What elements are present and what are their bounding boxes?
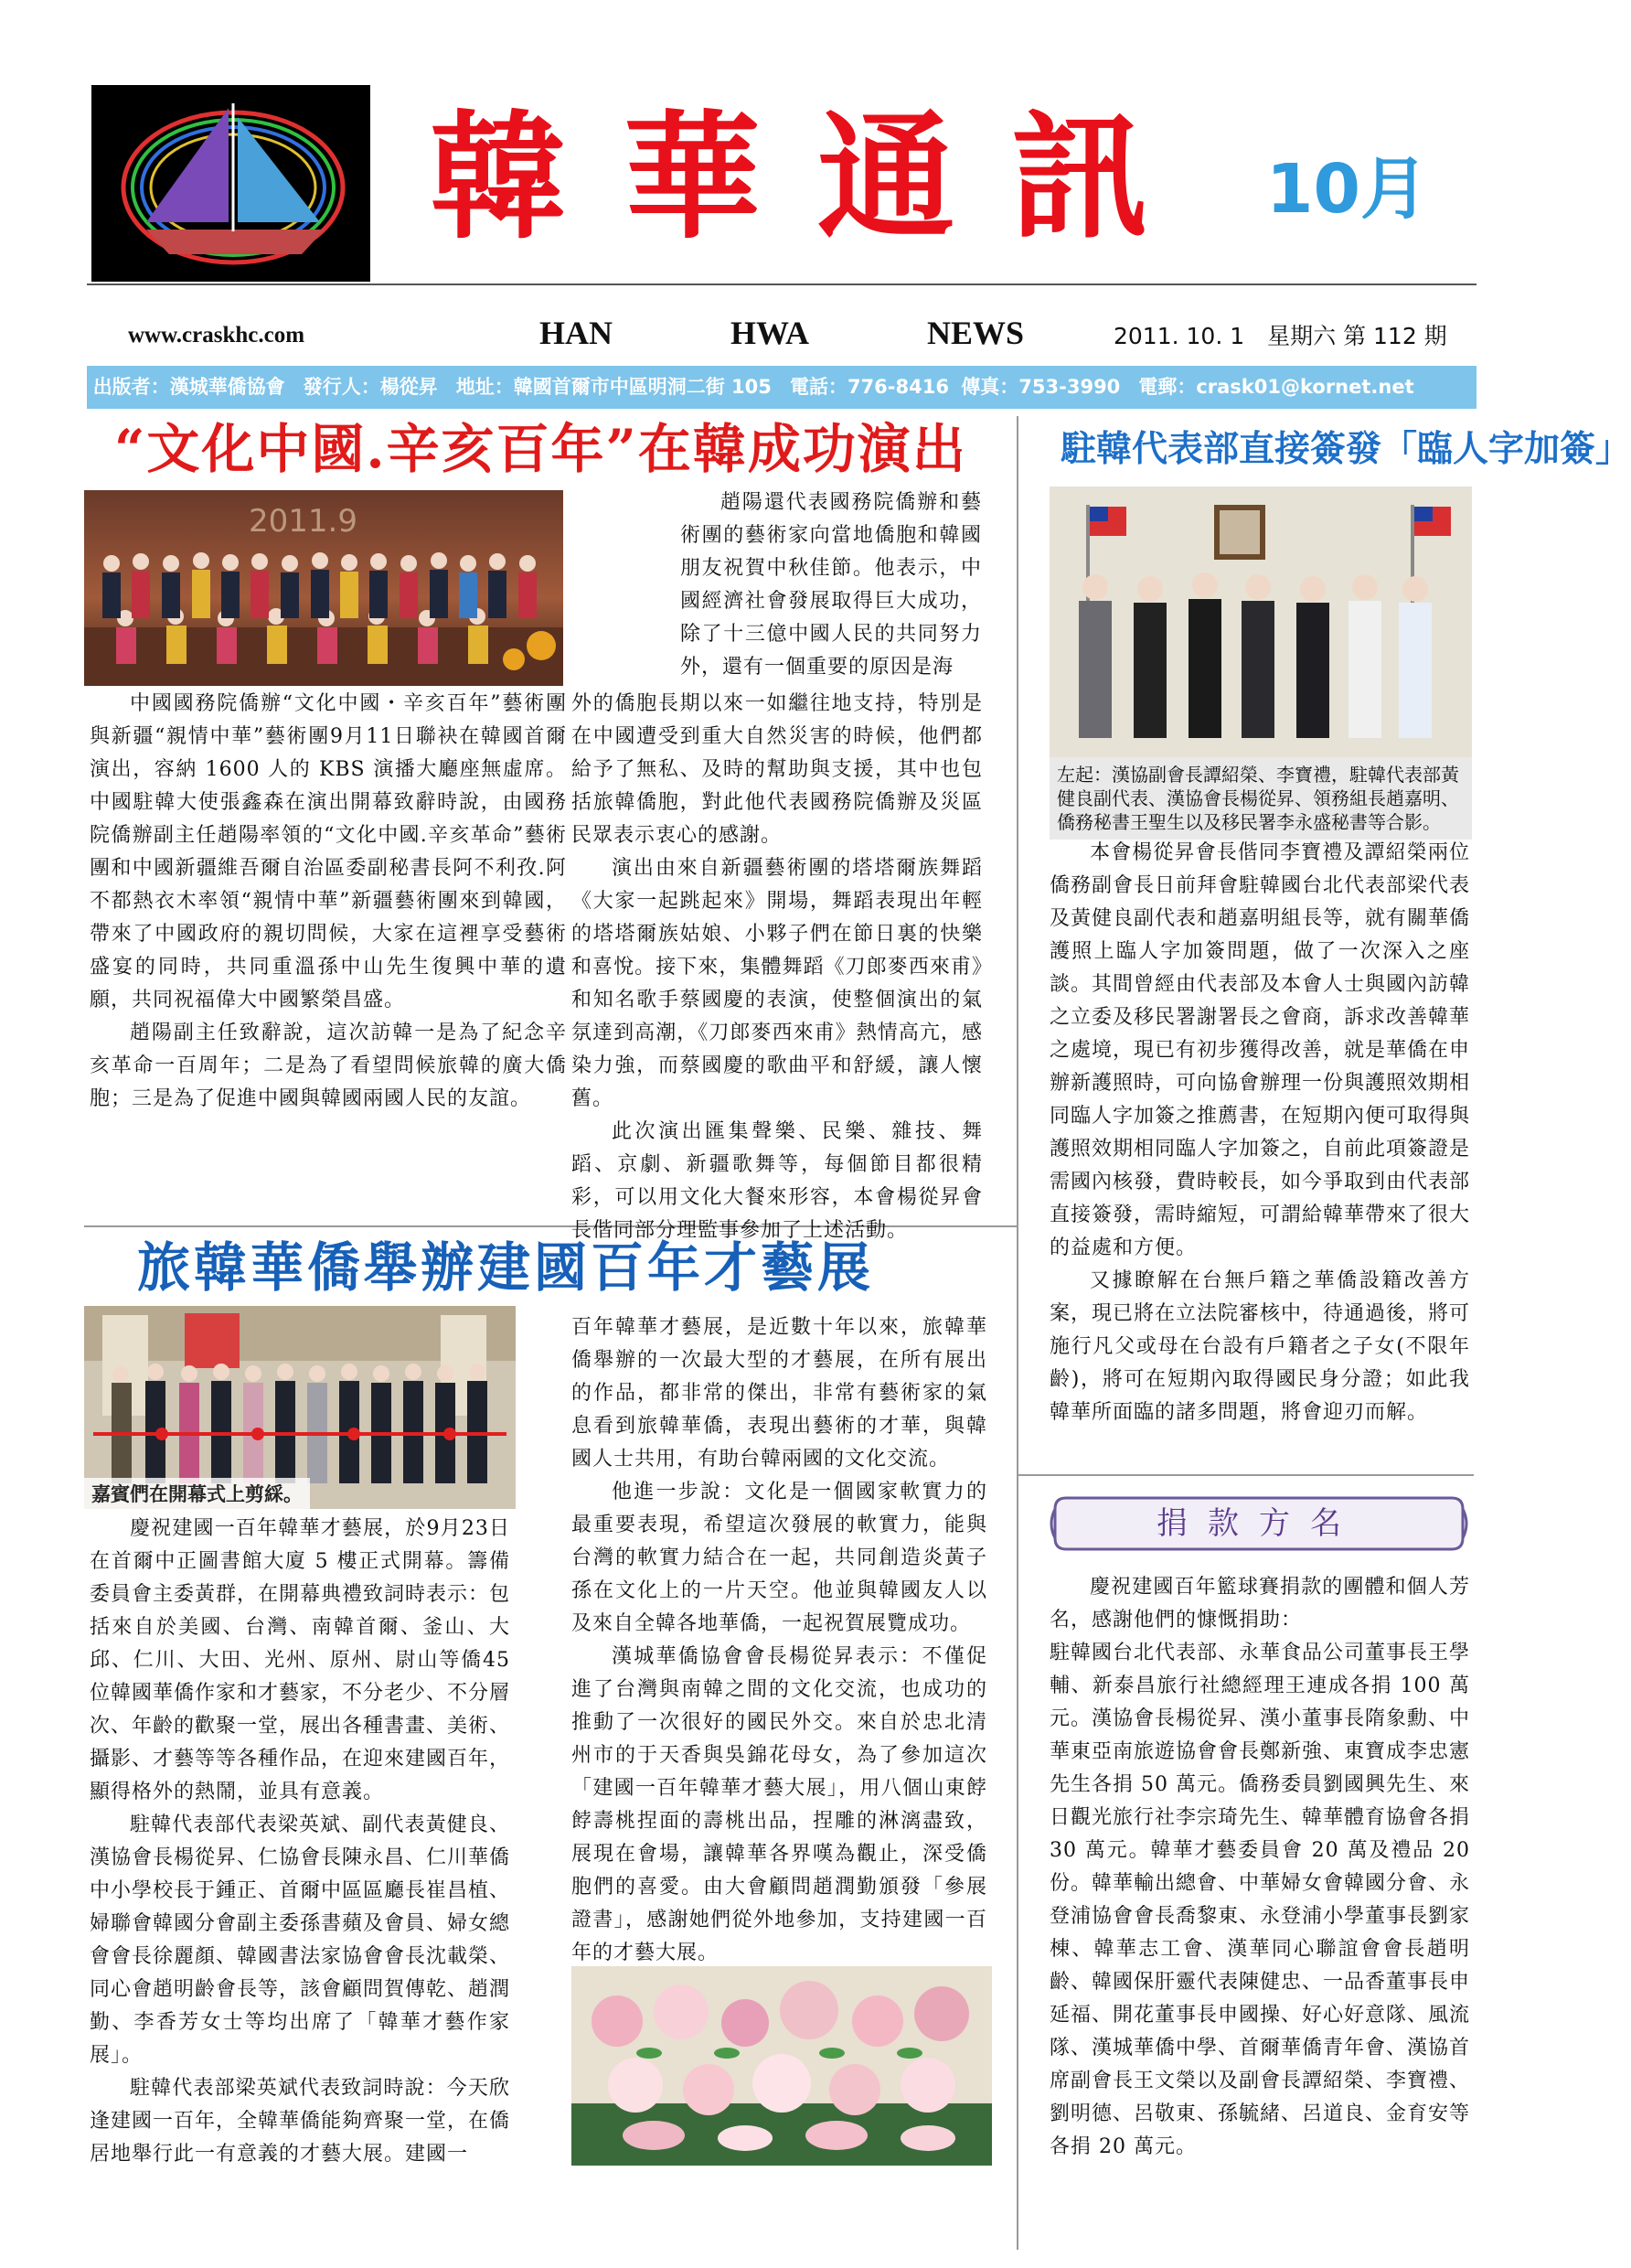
article1-col1 [90, 688, 567, 1116]
donation-title-text: 捐款方名 [1157, 1505, 1361, 1542]
paragraph: 漢城華僑協會會長楊從昇表示：不僅促進了台灣與南韓之間的文化交流，也成功的推動了一次很好的國民外交。來自於忠北清州市的于天香與吳錦花母女，為了參加這次「建國一百年韓華才藝大展」，用八個山東餑餑壽桃捏面的壽桃出品，捏雕的淋漓盡致，展現在會場，讓韓華各界嘆為觀止，深受僑胞們的喜愛。由大會顧問趙潤勤頒發「參展證書」，感謝她們從外地參加，支持建國一百年的才藝大展。 [571, 1645, 987, 1964]
address: 韓國首爾市中區明洞二街 105 [513, 376, 772, 398]
phone-label: 電話： [789, 376, 847, 398]
section-divider [1017, 1474, 1474, 1476]
publisher-label: 出版者： [92, 376, 170, 398]
email[interactable]: crask01@kornet.net [1196, 376, 1414, 398]
issuer-name: 楊從昇 [379, 376, 438, 398]
email-label: 電郵： [1138, 376, 1197, 398]
paragraph: 外的僑胞長期以來一如繼往地支持，特別是在中國遭受到重大自然災害的時候，他們都給予了無私、及時的幫助與支援，其中也包括旅韓僑胞，對此他代表國務院僑辦及災區民眾表示衷心的感謝。 [571, 692, 983, 847]
article1-col2 [571, 688, 983, 1247]
paragraph: 慶祝建國一百年韓華才藝展，於9月23日在首爾中正圖書館大廈 5 樓正式開幕。籌備委員會主委黃群，在開幕典禮致詞時表示：包括來自於美國、台灣、南韓首爾、釜山、大邱、仁川、大田、光州、原州、尉山等僑45 位韓國華僑作家和才藝家，不分老少、不分層次、年齡的歡聚一堂，展出各種書畫、美術、攝影、才藝等等各種作品，在迎來建國百年，顯得格外的熱鬧，並具有意義。 [90, 1517, 511, 1803]
dough-figurine-photo [571, 1966, 992, 2166]
paragraph: 演出由來自新疆藝術團的塔塔爾族舞蹈《大家一起跳起來》開場，舞蹈表現出年輕的塔塔爾族姑娘、小夥子們在節日裏的快樂和喜悅。接下來，集體舞蹈《刀郎麥西來甫》和知名歌手蔡國慶的表演，使整個演出的氣氛達到高潮，《刀郎麥西來甫》熱情高亢，感染力強，而蔡國慶的歌曲平和舒緩，讓人懷舊。 [571, 857, 983, 1110]
article2-col2 [571, 1311, 987, 1970]
paragraph: 中國國務院僑辦“文化中國・辛亥百年”藝術團與新疆“親情中華”藝術團9月11日聯袂在韓國首爾演出，容納 1600 人的 KBS 演播大廳座無虛席。中國駐韓大使張鑫森在演出開幕致辭時說，由國務院僑辦副主任趙陽率領的“文化中國.辛亥革命”藝術團和中國新疆維吾爾自治區委副秘書長阿不利孜.阿不都熱衣木率領“親情中華”新疆藝術團來到韓國，帶來了中國政府的親切問候，大家在這裡享受藝術盛宴的同時，共同重溫孫中山先生復興中華的遺願，共同祝福偉大中國繁榮昌盛。 [90, 692, 567, 1011]
paragraph: 駐韓代表部梁英斌代表致詞時說：今天欣逢建國一百年，全韓華僑能夠齊聚一堂，在僑居地舉行此一有意義的才藝大展。建國一 [90, 2077, 511, 2166]
article1-headline: “文化中國.辛亥百年”在韓成功演出 [114, 418, 967, 480]
shoutao-photo [571, 1966, 992, 2166]
publisher-name: 漢城華僑協會 [169, 376, 285, 398]
website-url[interactable]: www.craskhc.com [128, 323, 305, 348]
issuer-label: 發行人： [303, 376, 380, 398]
issue-date: 2011. 10. 1 星期六 第 112 期 [1114, 323, 1447, 349]
issue-month: 10月 [1266, 150, 1428, 229]
paragraph: 本會楊從昇會長偕同李寶禮及譚紹榮兩位僑務副會長日前拜會駐韓國台北代表部梁代表及黃健良副代表和趙嘉明組長等，就有關華僑護照上臨人字加簽問題，做了一次深入之座談。其間曾經由代表部及本會人士與國內訪韓之立委及移民署謝署長之會商，訴求改善韓華之處境，現已有初步獲得改善，就是華僑在申辦新護照時，可向協會辦理一份與護照效期相同臨人字加簽之推薦書，在短期內便可取得與護照效期相同臨人字加簽之，自前此項簽證是需國內核發，費時較長，如今爭取到由代表部直接簽發，需時縮短，可謂給韓華帶來了很大的益處和方便。 [1050, 841, 1471, 1259]
stage-performers-photo [84, 490, 563, 686]
paragraph: 他進一步說：文化是一個國家軟實力的最重要表現，希望這次發展的軟實力，能與台灣的軟實力結合在一起，共同創造炎黃子孫在文化上的一片天空。他並與韓國友人以及來自全韓各地華僑，一起祝賀展覽成功。 [571, 1481, 987, 1635]
paragraph: 趙陽副主任致辭說，這次訪韓一是為了紀念辛亥革命一百周年；二是為了看望問候旅韓的廣大僑胞；三是為了促進中國與韓國兩國人民的友誼。 [90, 1022, 567, 1110]
article3-photo-caption: 左起：漢協副會長譚紹榮、李寶禮，駐韓代表部黃健良副代表、漢協會長楊從昇、領務組長趙嘉明、僑務秘書王聖生以及移民署李永盛秘書等合影。 [1050, 757, 1472, 840]
logo [91, 85, 370, 282]
delegation-group-photo [1050, 487, 1472, 757]
newspaper-title: 韓華通訊 [430, 99, 1206, 258]
article2-col1 [90, 1513, 510, 2171]
column-divider [1017, 416, 1018, 2250]
english-name-word: HAN [539, 315, 613, 351]
donation-title [1050, 1491, 1468, 1557]
paragraph: 慶祝建國百年籃球賽捐款的團體和個人芳名，感謝他們的慷慨捐助： [1050, 1576, 1470, 1631]
fax: 753-3990 [1018, 376, 1121, 398]
article2-photo [84, 1306, 516, 1509]
paragraph: 駐韓國台北代表部、永華食品公司董事長王學輔、新泰昌旅行社總經理王連成各捐 100 萬元。漢協會長楊從昇、漢小董事長隋象勳、中華東亞南旅遊協會會長鄭新強、東寶成李忠憲先生各捐 50 萬元。僑務委員劉國興先生、來日觀光旅行社李宗琦先生、韓華體育協會各捐 30 萬元。韓華才藝委員會 20 萬及禮品 20 份。韓華輸出總會、中華婦女會韓國分會、永登浦協會會長喬黎東、永登浦小學董事長劉家棟、韓華志工會、漢華同心聯誼會會長趙明齡、韓國保肝靈代表陳健忠、一品香董事長申延福、開花董事長申國操、好心好意隊、風流隊、漢城華僑中學、首爾華僑青年會、漢協首席副會長王文榮以及副會長譚紹榮、李寶禮、劉明德、呂敬東、孫毓緒、呂道良、金育安等各捐 20 萬元。 [1050, 1642, 1471, 2158]
paragraph: 此次演出匯集聲樂、民樂、雜技、舞蹈、京劇、新疆歌舞等，每個節目都很精彩，可以用文化大餐來形容，本會楊從昇會長偕同部分理監事參加了上述活動。 [571, 1120, 983, 1242]
paragraph: 百年韓華才藝展，是近數十年以來，旅韓華僑舉辦的一次最大型的才藝展，在所有展出的作品，都非常的傑出，非常有藝術家的氣息看到旅韓華僑，表現出藝術的才華，與韓國人士共用，有助台韓兩國的文化交流。 [571, 1316, 987, 1471]
english-name-word: NEWS [926, 315, 1024, 351]
phone: 776-8416 [847, 376, 949, 398]
article3-body [1050, 837, 1470, 1429]
paragraph: 趙陽還代表國務院僑辦和藝術團的藝術家向當地僑胞和韓國朋友祝賀中秋佳節。他表示，中國經濟社會發展取得巨大成功，除了十三億中國人民的共同努力外，還有一個重要的原因是海 [680, 491, 982, 679]
article1-photo [84, 490, 563, 686]
article3-headline: 駐韓代表部直接簽發「臨人字加簽」 [1061, 429, 1631, 470]
masthead-rule [87, 284, 1476, 285]
article1-col2-top [680, 487, 982, 684]
english-name-word: HWA [730, 315, 809, 351]
article2-headline: 旅韓華僑舉辦建國百年才藝展 [137, 1236, 875, 1299]
address-label: 地址： [455, 376, 514, 398]
fax-label: 傳真： [961, 376, 1019, 398]
article3-photo [1050, 487, 1472, 757]
donation-body [1050, 1571, 1470, 2164]
article2-photo-caption: 嘉賓們在開幕式上剪綵。 [84, 1478, 310, 1509]
publisher-bar [87, 366, 1476, 409]
paragraph: 又據瞭解在台無戶籍之華僑設籍改善方案，現已將在立法院審核中，待通過後，將可施行凡父或母在台設有戶籍者之子女(不限年齡)，將可在短期內取得國民身分證；如此我韓華所面臨的諸多問題，將會迎刃而解。 [1050, 1269, 1471, 1424]
sailboat-logo-icon [91, 85, 370, 282]
paragraph: 駐韓代表部代表梁英斌、副代表黃健良、漢協會長楊從昇、仁協會長陳永昌、仁川華僑中小學校長于鍾正、首爾中區區廳長崔昌植、婦聯會韓國分會副主委孫書蘋及會員、婦女總會會長徐麗顏、韓國書法家協會會長沈載榮、同心會趙明齡會長等，該會顧問賀傳乾、趙潤勤、李香芳女士等均出席了「韓華才藝作家展」。 [90, 1813, 511, 2067]
english-name [539, 314, 1024, 352]
stage-banner-text: 2011.9 [249, 503, 357, 540]
